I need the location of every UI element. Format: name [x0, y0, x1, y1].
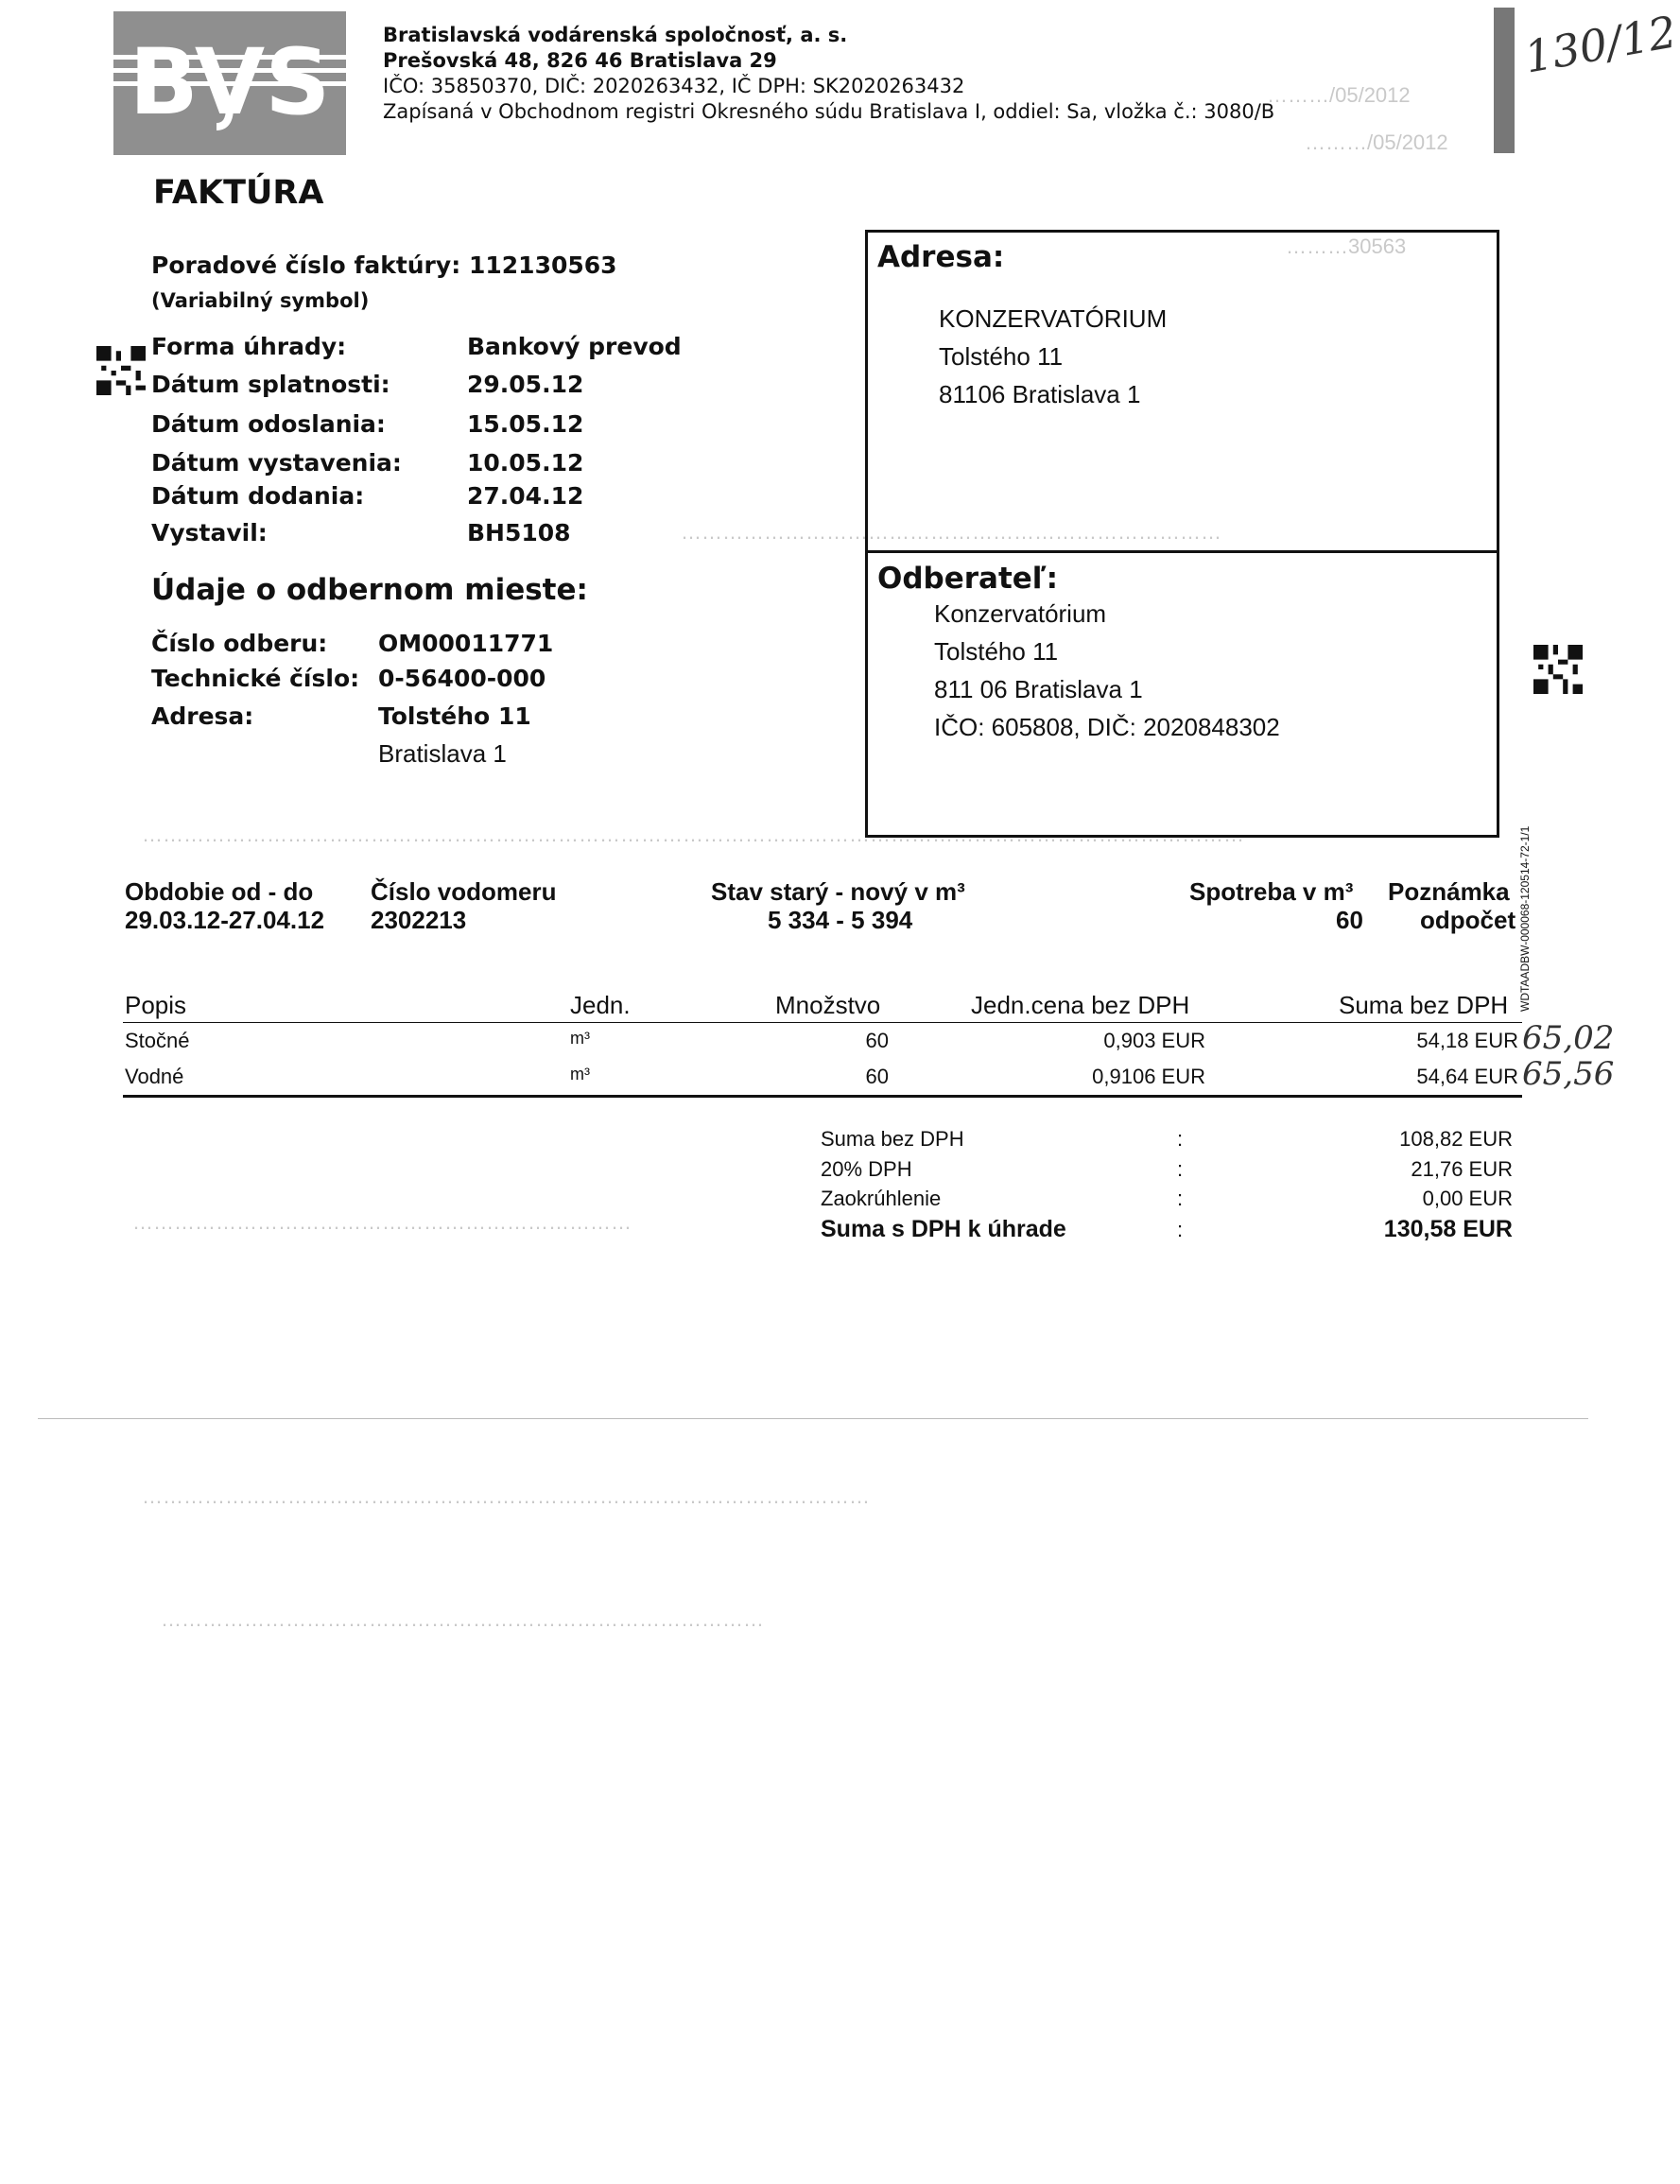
barcode-icon — [1533, 645, 1583, 698]
vat-label: 20% DPH — [821, 1157, 912, 1181]
item-desc: Stočné — [125, 1029, 190, 1052]
consumption-address-street: Tolstého 11 — [378, 702, 531, 730]
sent-date-label: Dátum odoslania: — [151, 410, 386, 438]
item-unit: m³ — [570, 1029, 590, 1048]
delivery-date-label: Dátum dodania: — [151, 482, 365, 510]
meter-state: 5 334 - 5 394 — [768, 906, 913, 934]
address-box-divider — [868, 550, 1497, 553]
bleed-through-text: ………30563 — [1286, 234, 1407, 258]
handwritten-item-note-1: 65,02 — [1522, 1019, 1615, 1057]
delivery-date: 27.04.12 — [467, 482, 584, 510]
table-header-rule — [123, 1022, 1522, 1023]
item-total: 54,18 EUR — [1416, 1029, 1518, 1052]
item-unit-price: 0,903 EUR — [1103, 1029, 1205, 1052]
address-heading: Adresa: — [877, 240, 1005, 274]
grand-total-value: 130,58 EUR — [1383, 1216, 1513, 1242]
due-date: 29.05.12 — [467, 371, 584, 398]
issue-date: 10.05.12 — [467, 449, 584, 477]
qr-code-icon — [96, 346, 146, 399]
handwritten-item-note-2: 65,56 — [1522, 1055, 1615, 1093]
issued-by-label: Vystavil: — [151, 519, 268, 546]
company-register: Zapísaná v Obchodnom registri Okresného súdu Bratislava I, oddiel: Sa, vložka č.: 3080/B — [383, 100, 1275, 123]
item-unit: m³ — [570, 1065, 590, 1083]
technical-number-label: Technické číslo: — [151, 665, 360, 692]
invoice-number: 112130563 — [469, 251, 617, 279]
bleed-through-text: …………………………………………………………………… — [681, 520, 1221, 544]
usage-value: 60 — [1336, 906, 1363, 934]
handwritten-corner-number: 130/12 — [1520, 6, 1680, 83]
payment-form-label: Forma úhrady: — [151, 333, 347, 360]
logo-text: BVS — [129, 29, 331, 135]
customer-line-3: 811 06 Bratislava 1 — [934, 675, 1143, 703]
consumption-address-label: Adresa: — [151, 702, 254, 730]
scan-marker-bar — [1494, 8, 1515, 153]
side-document-code: WDTAADBW-000068-120514-72-1/1 — [1518, 825, 1532, 1012]
item-total: 54,64 EUR — [1416, 1065, 1518, 1088]
bleed-through-text: ………/05/2012 — [1305, 130, 1448, 154]
item-qty: 60 — [865, 1065, 889, 1088]
col-header-desc: Popis — [125, 991, 187, 1019]
customer-line-1: Konzervatórium — [934, 599, 1107, 628]
technical-number: 0-56400-000 — [378, 665, 546, 692]
item-unit-price: 0,9106 EUR — [1092, 1065, 1205, 1088]
bleed-through-text: …………………………………………………………………………………………… — [142, 1484, 870, 1508]
rounding-sep: : — [1177, 1187, 1184, 1210]
item-qty: 60 — [865, 1029, 889, 1052]
company-name: Bratislavská vodárenská spoločnosť, a. s. — [383, 24, 848, 46]
meter-state-label: Stav starý - nový v m³ — [711, 877, 965, 906]
col-header-unit: Jedn. — [570, 991, 631, 1019]
subtotal-sep: : — [1177, 1127, 1184, 1151]
company-address: Prešovská 48, 826 46 Bratislava 29 — [383, 49, 777, 72]
consumption-address-city: Bratislava 1 — [378, 739, 507, 768]
col-header-unit-price: Jedn.cena bez DPH — [971, 991, 1190, 1019]
rounding-value: 0,00 EUR — [1422, 1187, 1513, 1210]
period-value: 29.03.12-27.04.12 — [125, 906, 325, 934]
meter-number: 2302213 — [371, 906, 467, 934]
document-title: FAKTÚRA — [153, 174, 324, 212]
consumption-number-label: Číslo odberu: — [151, 630, 328, 657]
consumption-number: OM00011771 — [378, 630, 554, 657]
note-label: Poznámka — [1388, 877, 1510, 906]
address-line-3: 81106 Bratislava 1 — [939, 380, 1141, 408]
payment-form: Bankový prevod — [467, 333, 682, 360]
invoice-number-label: Poradové číslo faktúry: — [151, 251, 461, 279]
company-header — [383, 23, 1274, 125]
variable-symbol-label: (Variabilný symbol) — [151, 289, 370, 312]
vat-sep: : — [1177, 1157, 1184, 1181]
rounding-label: Zaokrúhlenie — [821, 1187, 942, 1210]
sent-date: 15.05.12 — [467, 410, 584, 438]
issue-date-label: Dátum vystavenia: — [151, 449, 402, 477]
address-line-1: KONZERVATÓRIUM — [939, 304, 1168, 333]
grand-total-label: Suma s DPH k úhrade — [821, 1216, 1066, 1242]
bleed-through-text: …………………………………………………………………………………………………………………………………………… — [142, 823, 1244, 846]
company-logo — [113, 11, 346, 155]
grand-total-sep: : — [1177, 1218, 1184, 1241]
customer-line-2: Tolstého 11 — [934, 637, 1059, 666]
bleed-through-text: ………/05/2012 — [1267, 83, 1411, 107]
subtotal-label: Suma bez DPH — [821, 1127, 964, 1151]
col-header-total: Suma bez DPH — [1339, 991, 1509, 1019]
address-line-2: Tolstého 11 — [939, 342, 1064, 371]
issued-by: BH5108 — [467, 519, 571, 546]
usage-label: Spotreba v m³ — [1189, 877, 1354, 906]
tear-line — [38, 1418, 1588, 1419]
vat-value: 21,76 EUR — [1411, 1157, 1513, 1181]
col-header-qty: Množstvo — [775, 991, 881, 1019]
bleed-through-text: ……………………………………………………………… — [132, 1210, 632, 1234]
company-ids: IČO: 35850370, DIČ: 2020263432, IČ DPH: SK2020263432 — [383, 75, 965, 97]
item-desc: Vodné — [125, 1065, 184, 1088]
customer-line-4: IČO: 605808, DIČ: 2020848302 — [934, 713, 1280, 741]
due-date-label: Dátum splatnosti: — [151, 371, 390, 398]
meter-number-label: Číslo vodomeru — [371, 877, 557, 906]
customer-heading: Odberateľ: — [877, 562, 1059, 596]
bleed-through-text: …………………………………………………………………………… — [161, 1607, 764, 1631]
table-bottom-rule — [123, 1095, 1522, 1098]
consumption-point-heading: Údaje o odbernom mieste: — [151, 573, 588, 607]
period-label: Obdobie od - do — [125, 877, 314, 906]
note-value: odpočet — [1420, 906, 1516, 934]
subtotal-value: 108,82 EUR — [1399, 1127, 1513, 1151]
